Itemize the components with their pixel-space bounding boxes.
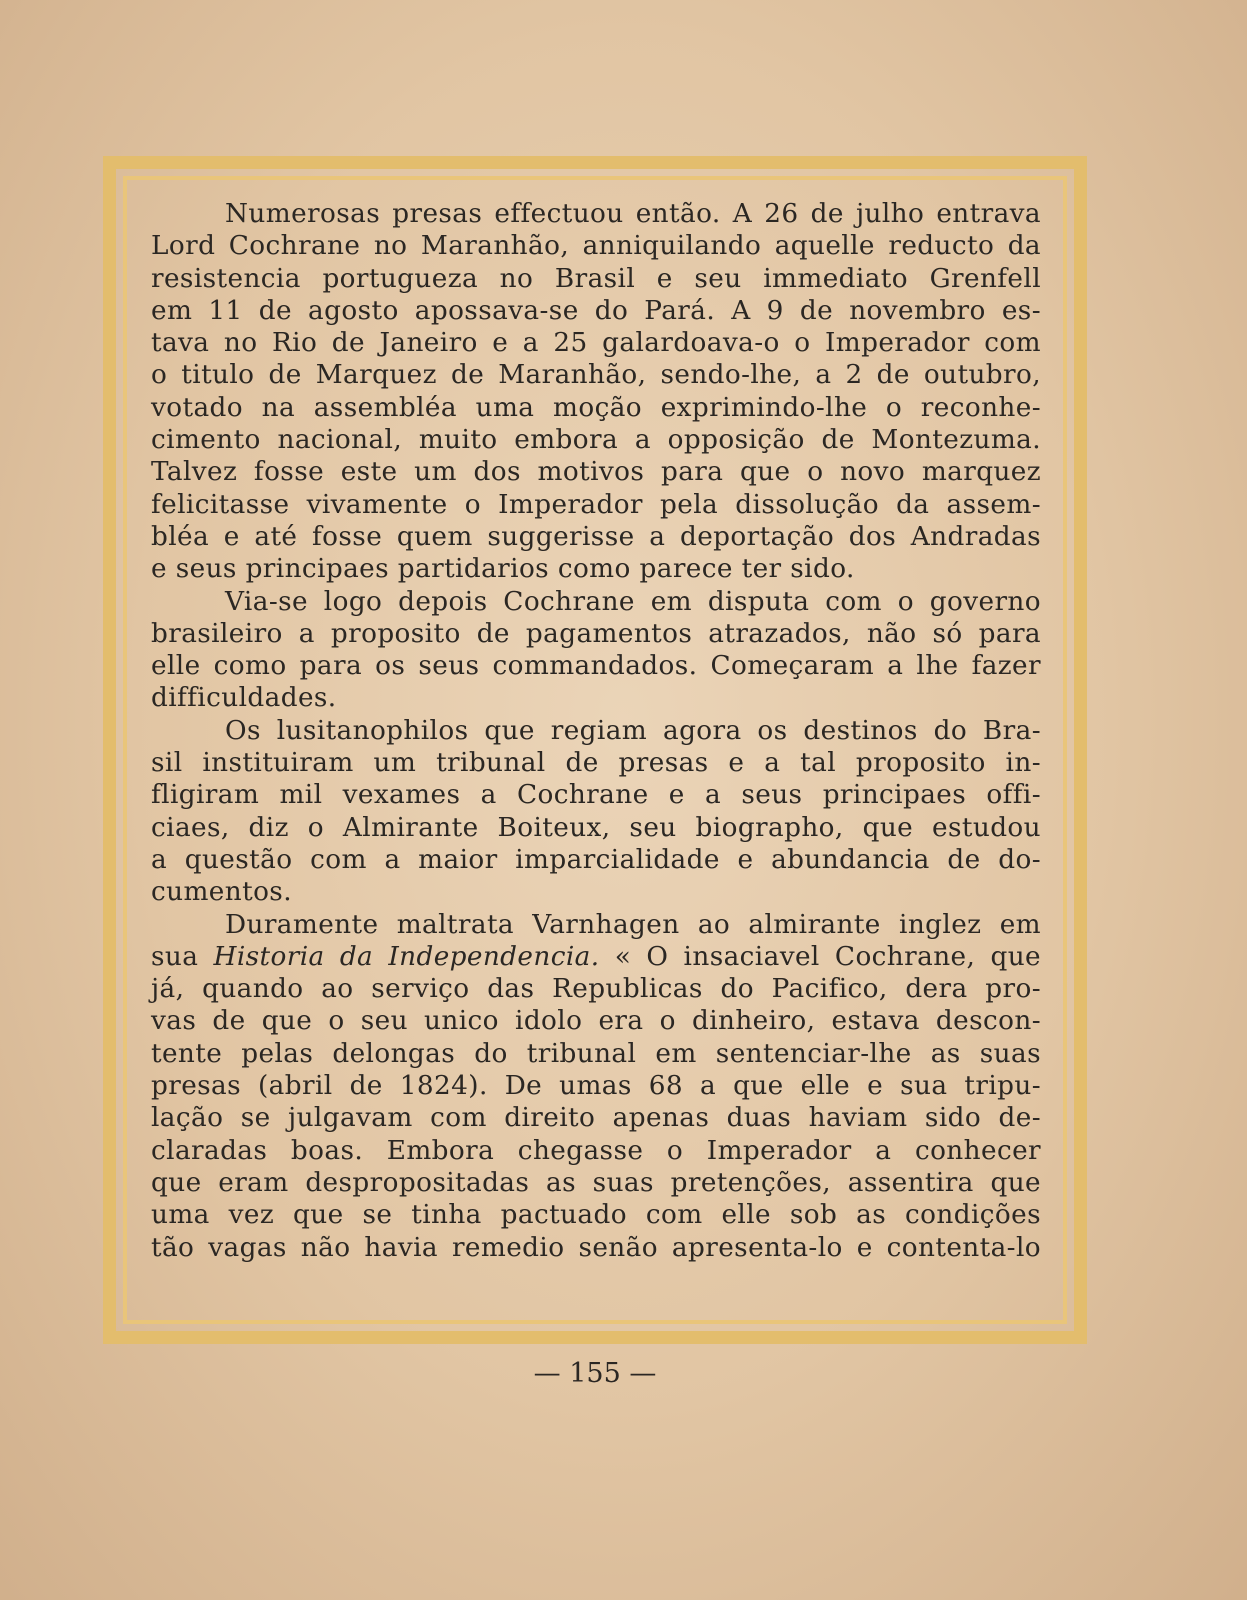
text-line: Duramente maltrata Varnhagen ao almirante inglez em — [225, 909, 1041, 940]
text-line: cimento nacional, muito embora a opposição de Montezuma. — [151, 425, 1041, 456]
text-line: tente pelas delongas do tribunal em sentenciar-lhe as suas — [151, 1038, 1041, 1069]
text-line: ciaes, diz o Almirante Boiteux, seu biographo, que estudou — [151, 812, 1041, 843]
text-line: claradas boas. Embora chegasse o Imperador a conhecer — [151, 1135, 1041, 1166]
text-line: e seus principaes partidarios como parece ter sido. — [151, 554, 855, 585]
text-line: que eram despropositadas as suas pretenções, assentira que — [151, 1167, 1041, 1198]
text-line: Talvez fosse este um dos motivos para que o novo marquez — [151, 457, 1041, 488]
text-line: o titulo de Marquez de Maranhão, sendo-lhe, a 2 de outubro, — [151, 360, 1041, 391]
text-line: elle como para os seus commandados. Começaram a lhe fazer — [151, 651, 1041, 682]
text-line: Lord Cochrane no Maranhão, anniquilando aquelle reducto da — [151, 231, 1041, 262]
text-line: uma vez que se tinha pactuado com elle sob as condições — [151, 1200, 1041, 1231]
text-segment: « O insaciavel Cochrane, que — [599, 941, 1041, 972]
text-line: fligiram mil vexames a Cochrane e a seus principaes offi- — [151, 780, 1041, 811]
text-line: brasileiro a proposito de pagamentos atrazados, não só para — [151, 618, 1041, 649]
text-line: cumentos. — [151, 877, 292, 908]
text-line: bléa e até fosse quem suggerisse a deportação dos Andradas — [151, 521, 1041, 552]
text-line: tão vagas não havia remedio senão apresenta-lo e contenta-lo — [151, 1232, 1041, 1263]
text-line: presas (abril de 1824). De umas 68 a que elle e sua tripu- — [151, 1071, 1041, 1102]
text-line: já, quando ao serviço das Republicas do Pacifico, dera pro- — [151, 974, 1041, 1005]
text-line: em 11 de agosto apossava-se do Pará. A 9 de novembro es- — [151, 295, 1041, 326]
text-line: tava no Rio de Janeiro e a 25 galardoava-o o Imperador com — [151, 328, 1041, 359]
text-line: lação se julgavam com direito apenas duas haviam sido de- — [151, 1103, 1041, 1134]
text-line: a questão com a maior imparcialidade e abundancia de do- — [151, 844, 1041, 875]
text-line: votado na assembléa uma moção exprimindo-lhe o reconhe- — [151, 392, 1041, 423]
body-text — [151, 198, 1041, 1264]
text-line: resistencia portugueza no Brasil e seu immediato Grenfell — [151, 263, 1041, 294]
text-line: felicitasse vivamente o Imperador pela dissolução da assem- — [151, 489, 1041, 520]
text-segment: sua — [151, 941, 214, 972]
page-number: — 155 — — [533, 1358, 657, 1389]
text-line: difficuldades. — [151, 683, 337, 714]
text-line: Via-se logo depois Cochrane em disputa com o governo — [225, 586, 1041, 617]
text-line: sil instituiram um tribunal de presas e a tal proposito in- — [151, 748, 1041, 779]
text-line: Os lusitanophilos que regiam agora os destinos do Bra- — [225, 715, 1041, 746]
text-line: Numerosas presas effectuou então. A 26 de julho entrava — [225, 199, 1041, 229]
text-line — [151, 941, 1041, 973]
book-title-italic: Historia da Independencia. — [213, 941, 600, 972]
text-line: vas de que o seu unico idolo era o dinheiro, estava descon- — [151, 1006, 1041, 1037]
